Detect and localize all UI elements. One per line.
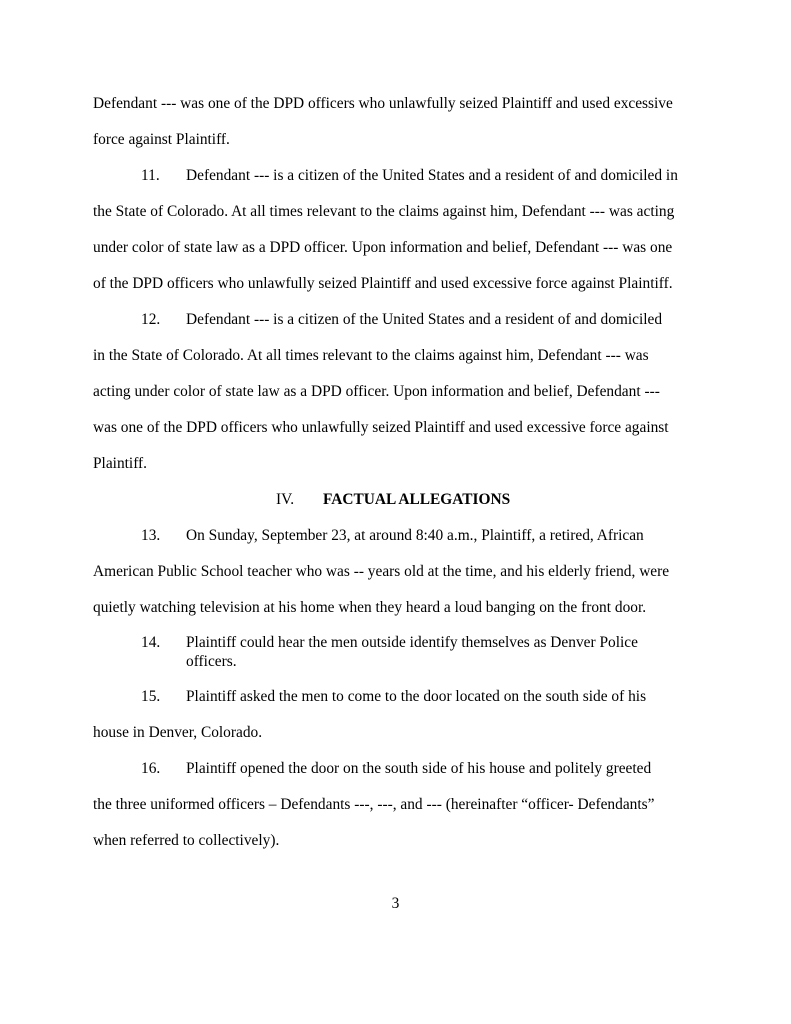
text-line: force against Plaintiff. [93, 131, 230, 148]
paragraph-number: 14. [141, 634, 161, 651]
text-line: in the State of Colorado. At all times relevant to the claims against him, Defendant --- was [93, 347, 649, 364]
text-line: of the DPD officers who unlawfully seized Plaintiff and used excessive force against Plaintiff. [93, 275, 673, 292]
text-line: house in Denver, Colorado. [93, 724, 263, 741]
text-line: Defendant --- is a citizen of the United States and a resident of and domiciled in [186, 167, 678, 184]
paragraph-number: 16. [141, 760, 161, 777]
text-line: acting under color of state law as a DPD officer. Upon information and belief, Defendant --- [93, 383, 660, 400]
text-line: On Sunday, September 23, at around 8:40 a.m., Plaintiff, a retired, African [186, 527, 644, 544]
paragraph-number: 13. [141, 527, 161, 544]
text-line: quietly watching television at his home when they heard a loud banging on the front door. [93, 599, 647, 616]
paragraph-number: 15. [141, 688, 161, 705]
section-heading: FACTUAL ALLEGATIONS [323, 491, 511, 508]
page-number: 3 [391, 895, 400, 912]
text-line: Plaintiff asked the men to come to the door located on the south side of his [186, 688, 647, 705]
text-line: was one of the DPD officers who unlawfully seized Plaintiff and used excessive force against [93, 419, 669, 436]
text-line: the three uniformed officers – Defendants ---, ---, and --- (hereinafter “officer- Defendants” [93, 796, 655, 813]
text-line: Plaintiff. [93, 455, 148, 472]
text-line: Plaintiff opened the door on the south side of his house and politely greeted [186, 760, 652, 777]
text-line: Defendant --- was one of the DPD officers who unlawfully seized Plaintiff and used excessive [93, 95, 673, 112]
text-line: Defendant --- is a citizen of the United States and a resident of and domiciled [186, 311, 663, 328]
section-number: IV. [276, 491, 295, 508]
paragraph-number: 11. [141, 167, 160, 184]
text-line: the State of Colorado. At all times relevant to the claims against him, Defendant --- was acting [93, 203, 675, 220]
text-line: American Public School teacher who was -- years old at the time, and his elderly friend, were [93, 563, 670, 580]
text-line: under color of state law as a DPD officer. Upon information and belief, Defendant --- was one [93, 239, 673, 256]
text-line: when referred to collectively). [93, 832, 280, 849]
text-line: Plaintiff could hear the men outside identify themselves as Denver Police [186, 634, 638, 651]
text-line: officers. [186, 653, 237, 670]
paragraph-number: 12. [141, 311, 161, 328]
